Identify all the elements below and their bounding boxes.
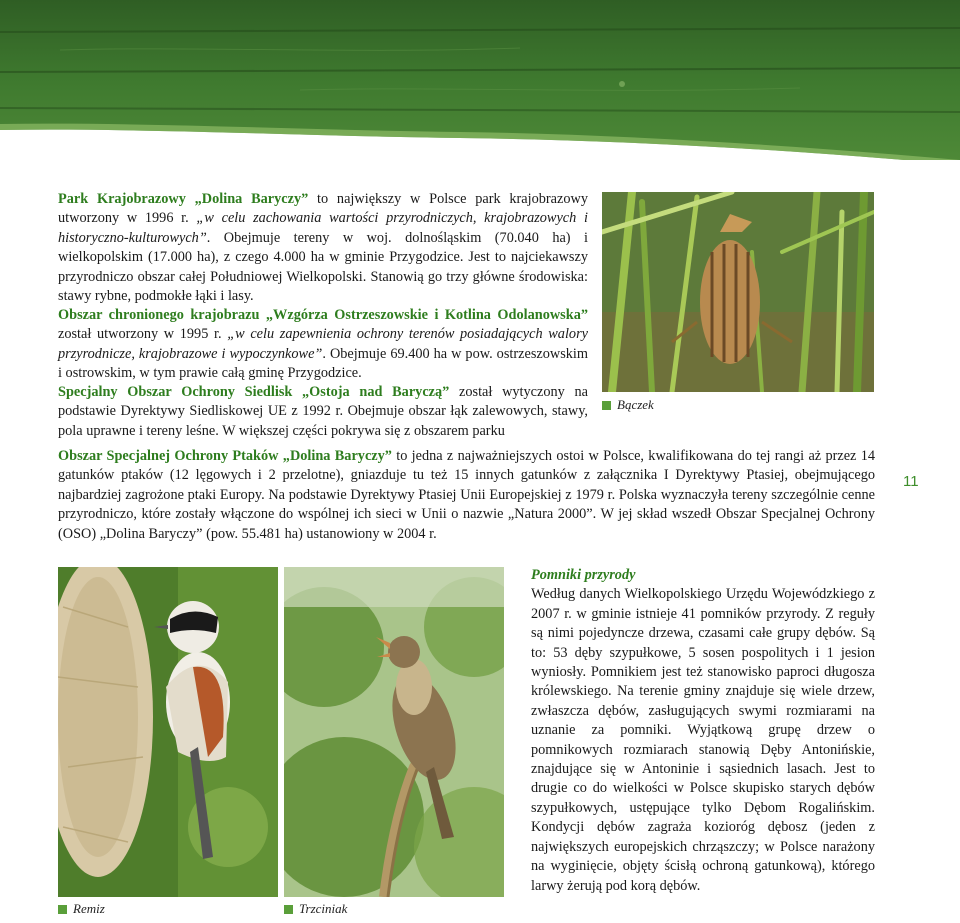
park-krajobrazowy-text-1: to największy w Polsce park krajobrazowy utworzony w 1996 r. (58, 191, 588, 227)
park-krajobrazowy-text-2: . Obejmuje tereny w woj. dolnośląskim (70.040 ha) i wielkopolskim (17.000 ha), z czego 4.000 ha w gminie Przygodzice. Jest to najciekawszy przyrodniczo obszar całej Południowej Wielkopolski. Stanowią go trzy główne środowiska: stawy rybne, podmokłe łąki i lasy. (58, 229, 588, 305)
oso-text: to jedna z najważniejszych ostoi w Polsce, kwalifikowana do tej rangi aż przez 14 gatunków ptaków (12 lęgowych i 2 przelotne), gniazduje tu też 15 innych gatunków z załącznika I Dyrektywy Ptasiej, obejmującego najbardziej zagrożone ptaki Europy. Na podstawie Dyrektywy Ptasiej Unii Europejskiej z 1979 r. Polska wyznaczyła tereny szczególnie cenne przyrodniczo, które zostały włączone do wspólnej ich sieci w Unii o nazwie „Natura 2000”. W jej skład wszedł Obszar Specjalnej Ochrony (OSO) „Dolina Baryczy” (pow. 55.481 ha) ustanowiony w 2004 r. (58, 448, 875, 542)
pomniki-title: Pomniki przyrody (531, 567, 636, 583)
section-pomniki-przyrody (531, 566, 875, 896)
paragraph-ostoja-nad-barycza (58, 383, 588, 441)
obszar-chronionego-krajobrazu-text-1: został utworzony w 1995 r. (58, 326, 228, 343)
caption-remiz-text: Remiz (73, 901, 105, 916)
oso-title: Obszar Specjalnej Ochrony Ptaków „Dolina Baryczy” (58, 448, 392, 464)
park-krajobrazowy-quote: „w celu zachowania wartości przyrodniczych, krajobrazowych i historyczno-kulturowych” (58, 210, 588, 246)
ostoja-nad-barycza-title: Specjalny Obszar Ochrony Siedlisk „Ostoja nad Baryczą” (58, 384, 450, 400)
page-number: 11 (903, 473, 919, 490)
caption-bittern-text: Bączek (617, 397, 654, 412)
caption-bittern (602, 397, 654, 413)
remiz-photo (58, 567, 278, 897)
obszar-chronionego-krajobrazu-title: Obszar chronionego krajobrazu „Wzgórza Ostrzeszowskie i Kotlina Odolanowska” (58, 307, 588, 323)
caption-square-icon (602, 401, 611, 410)
obszar-chronionego-krajobrazu-text-2: . Obejmuje 69.400 ha w pow. ostrzeszowskim i ostrowskim, w tym prawie całą gminę Przygodzice. (58, 345, 589, 382)
paragraph-obszar-chronionego-krajobrazu (58, 306, 588, 384)
caption-remiz (58, 901, 105, 917)
paragraph-obszar-specjalnej-ochrony-ptakow (58, 447, 875, 544)
wood-banner (0, 0, 960, 160)
paragraph-park-krajobrazowy (58, 190, 588, 306)
ostoja-nad-barycza-text: został wytyczony na podstawie Dyrektywy Siedliskowej UE z 1992 r. Obejmuje obszar łąk zalewowych, stawy, pola uprawne i tereny leśne. W większej części pokrywa się z obszarem parku (58, 384, 588, 439)
caption-trzciniak-text: Trzciniak (299, 901, 348, 916)
bittern-photo (602, 192, 874, 392)
caption-trzciniak (284, 901, 347, 917)
pomniki-text: Według danych Wielkopolskiego Urzędu Wojewódzkiego z 2007 r. w gminie istnieje 41 pomników przyrody. Z reguły są nimi pojedyncze drzewa, czasami całe grupy dębów. Są to: 53 dęby szypułkowe, 5 sosen pospolitych i 1 jesion wyniosły. Pomnikiem jest też stanowisko paproci długosza królewskiego. Na terenie gminy znajduje się wiele drzew, zwłaszcza dębów, zasługujących swymi rozmiarami na uznanie za pomniki. Wyjątkową grupę drzew o pomnikowych rozmiarach stanowią Dęby Antonińskie, znajdujące się w Antoninie i sąsiednich lasach. Jest to drugie co do wielkości w Polsce skupisko starych dębów szypułkowych, ustępujące tylko Dębom Rogalińskim. Kondycji dębów zagraża kozioróg dębosz (jeden z największych europejskich chrząszczy; w Polsce narażony na wyginięcie, objęty ścisłą ochroną gatunkową), którego larwy żerują pod korą dębów. (531, 586, 875, 894)
caption-square-icon (58, 905, 67, 914)
park-krajobrazowy-title: Park Krajobrazowy „Dolina Baryczy” (58, 191, 309, 207)
trzciniak-photo (284, 567, 504, 897)
obszar-chronionego-krajobrazu-quote: „w celu zapewnienia ochrony terenów posiadających walory przyrodnicze, krajobrazowe i wypoczynkowe” (58, 326, 588, 362)
caption-square-icon (284, 905, 293, 914)
